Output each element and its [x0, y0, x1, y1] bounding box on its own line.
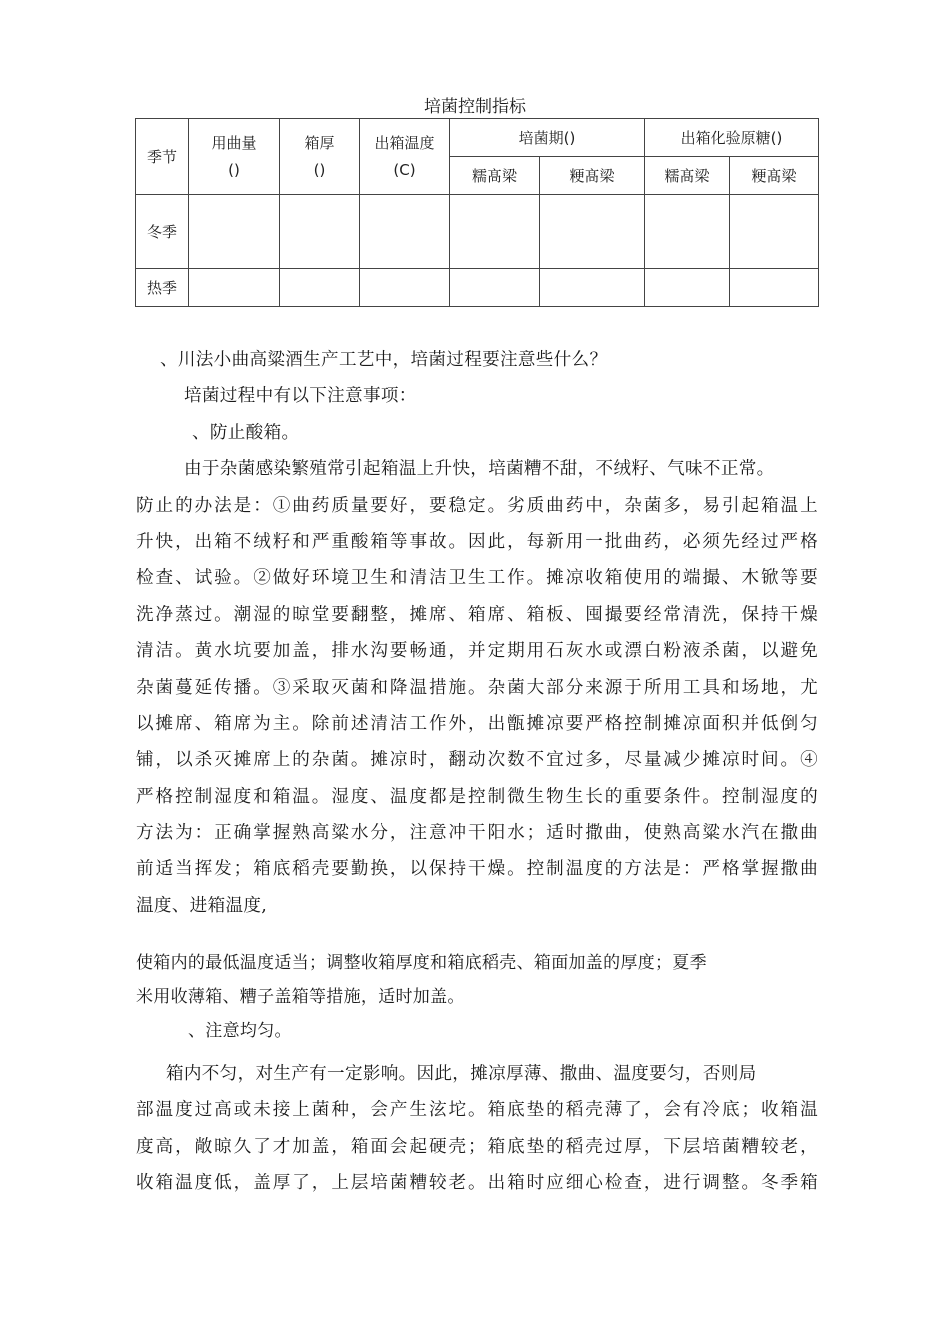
subheader-period-glutinous: 糯髙梁	[450, 157, 540, 195]
paragraph-line: 前适当挥发；箱底稻壳要勤换，以保持干燥。控制温度的方法是：严格掌握撒曲	[136, 859, 818, 880]
body-text-secondary	[136, 946, 818, 1050]
section-heading-prevent-acid: 、防止酸箱。	[192, 422, 300, 443]
table-cell	[360, 195, 450, 269]
header-culture-period: 培菌期()	[450, 119, 645, 157]
table-cell	[360, 269, 450, 307]
table-title: 培菌控制指标	[424, 97, 526, 117]
paragraph-line: 部温度过高或未接上菌种，会产生泫坨。箱底垫的稻壳薄了，会有冷底；收箱温	[136, 1100, 818, 1121]
paragraph-line: 度高，敞晾久了才加盖，箱面会起硬壳；箱底垫的稻壳过厚，下层培菌糟较老，	[136, 1136, 818, 1157]
paragraph-line: 洗净蒸过。潮湿的晾堂要翻整，摊席、箱席、箱板、囤撮要经常清洗，保持干燥	[136, 604, 818, 625]
paragraph-line: 检查、试验。②做好环境卫生和清洁卫生工作。摊凉收箱使用的端撮、木锨等要	[136, 568, 818, 589]
paragraph-line: 防止的办法是：①曲药质量要好，要稳定。劣质曲药中，杂菌多，易引起箱温上	[136, 495, 818, 516]
header-season: 季节	[136, 119, 189, 195]
paragraph-line: 收箱温度低，盖厚了，上层培菌糟较老。出箱时应细心检查，进行调整。冬季箱	[136, 1173, 818, 1194]
paragraph-line: 米用收薄箱、糟子盖箱等措施，适时加盖。	[136, 987, 465, 1007]
paragraph-line: 铺，以杀灭摊席上的杂菌。摊凉时，翻动次数不宜过多，尽量减少摊凉时间。④	[136, 750, 818, 771]
row-season-winter: 冬季	[136, 195, 189, 269]
answer-intro: 培菌过程中有以下注意事项：	[184, 386, 417, 407]
row-season-hot: 热季	[136, 269, 189, 307]
header-temperature-label: 出箱温度	[374, 133, 435, 152]
paragraph-line: 清洁。黄水坑要加盖，排水沟要畅通，并定期用石灰水或漂白粉液杀菌，以避免	[136, 641, 818, 662]
paragraph-line: 杂菌蔓延传播。③采取灭菌和降温措施。杂菌大部分来源于所用工具和场地，尤	[136, 677, 818, 698]
table-cell	[189, 269, 280, 307]
question-heading: 、川法小曲高粱酒生产工艺中，培菌过程要注意些什么？	[160, 350, 608, 370]
table-cell	[730, 195, 819, 269]
paragraph-line: 升快，出箱不绒籽和严重酸箱等事故。因此，每新用一批曲药，必须先经过严格	[136, 531, 818, 552]
header-thickness	[280, 119, 360, 195]
paragraph-line: 以摊席、箱席为主。除前述清洁工作外，出甑摊凉要严格控制摊凉面积并低倒匀	[136, 713, 818, 734]
paragraph-line: 方法为：正确掌握熟高粱水分，注意冲干阳水；适时撒曲，使熟高粱水汽在撒曲	[136, 823, 818, 844]
table-cell	[730, 269, 819, 307]
header-qu-amount	[189, 119, 280, 195]
header-temperature	[360, 119, 450, 195]
table-cell	[280, 269, 360, 307]
table-cell	[540, 269, 645, 307]
table-cell	[540, 195, 645, 269]
table-cell	[189, 195, 280, 269]
paragraph-line: 由于杂菌感染繁殖常引起箱温上升快，培菌糟不甜，不绒籽、气味不正常。	[184, 459, 775, 480]
paragraph-line: 严格控制湿度和箱温。湿度、温度都是控制微生物生长的重要条件。控制湿度的	[136, 786, 818, 807]
table-cell	[280, 195, 360, 269]
body-text-tail	[136, 1056, 818, 1202]
table-cell	[645, 195, 730, 269]
table-cell	[450, 195, 540, 269]
paragraph-line: 箱内不匀，对生产有一定影响。因此，摊凉厚薄、撒曲、温度要匀，否则局	[166, 1064, 757, 1084]
subheader-sugar-glutinous: 糯髙梁	[645, 157, 730, 195]
paragraph-line: 使箱内的最低温度适当；调整收箱厚度和箱底稻壳、箱面加盖的厚度；夏季	[136, 953, 707, 973]
header-temperature-unit: (C)	[393, 160, 416, 179]
table-cell	[450, 269, 540, 307]
table-row-winter	[136, 195, 819, 269]
culture-control-table	[135, 118, 819, 307]
header-qu-amount-label: 用曲量	[211, 133, 257, 152]
header-qu-amount-unit: ()	[228, 160, 240, 179]
subheader-sugar-japonica: 粳髙梁	[730, 157, 819, 195]
header-thickness-unit: ()	[313, 160, 326, 179]
section-heading-uniformity: 、注意均匀。	[188, 1021, 292, 1041]
paragraph-line: 温度、进箱温度,	[136, 895, 268, 916]
body-text-main	[136, 342, 818, 924]
table-cell	[645, 269, 730, 307]
header-raw-sugar: 出箱化验原糖()	[645, 119, 819, 157]
header-thickness-label: 箱厚	[304, 133, 335, 152]
subheader-period-japonica: 粳髙梁	[540, 157, 645, 195]
table-row-hot-season	[136, 269, 819, 307]
